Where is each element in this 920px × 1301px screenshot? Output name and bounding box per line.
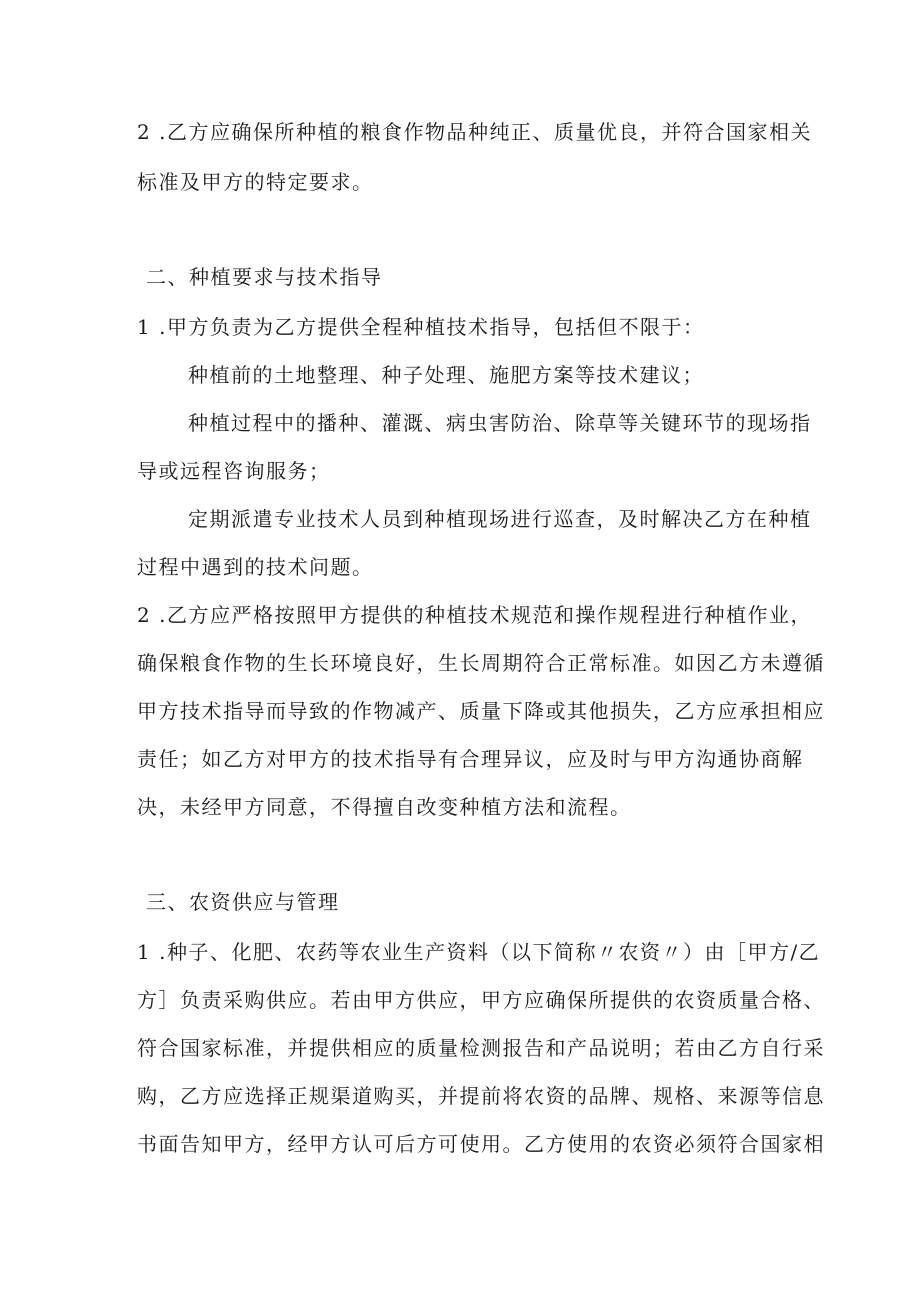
section-2-heading: 二、种植要求与技术指导	[146, 265, 383, 289]
clause-2-1-sub-2-line-2: 导或远程咨询服务；	[137, 459, 331, 483]
clause-2-2-line-3: 甲方技术指导而导致的作物减产、质量下降或其他损失，乙方应承担相应	[137, 699, 825, 723]
clause-3-1-line-2: 方］负责采购供应。若由甲方供应，甲方应确保所提供的农资质量合格、	[137, 988, 825, 1012]
clause-2-2-line-5: 决，未经甲方同意，不得擅自改变种植方法和流程。	[137, 795, 632, 819]
clause-2-2-line-4: 责任；如乙方对甲方的技术指导有合理异议，应及时与甲方沟通协商解	[137, 747, 804, 771]
clause-1-2-line-1: 2 .乙方应确保所种植的粮食作物品种纯正、质量优良，并符合国家相关	[137, 120, 812, 144]
clause-3-1-line-4: 购，乙方应选择正规渠道购买，并提前将农资的品牌、规格、来源等信息	[137, 1084, 825, 1108]
clause-2-2-line-1: 2 .乙方应严格按照甲方提供的种植技术规范和操作规程进行种植作业，	[137, 603, 812, 627]
clause-3-1-line-5: 书面告知甲方，经甲方认可后方可使用。乙方使用的农资必须符合国家相	[137, 1132, 825, 1156]
clause-2-1-sub-3-line-2: 过程中遇到的技术问题。	[137, 555, 374, 579]
clause-1-2-line-2: 标准及甲方的特定要求。	[137, 170, 374, 194]
clause-2-2-line-2: 确保粮食作物的生长环境良好，生长周期符合正常标准。如因乙方未遵循	[137, 651, 825, 675]
clause-2-1-sub-3-line-1: 定期派遣专业技术人员到种植现场进行巡查，及时解决乙方在种植	[188, 507, 812, 531]
clause-3-1-line-3: 符合国家标准，并提供相应的质量检测报告和产品说明；若由乙方自行采	[137, 1036, 825, 1060]
section-3-heading: 三、农资供应与管理	[146, 890, 340, 914]
clause-2-1-sub-2-line-1: 种植过程中的播种、灌溉、病虫害防治、除草等关键环节的现场指	[188, 411, 812, 435]
clause-2-1-lead: 1 .甲方负责为乙方提供全程种植技术指导，包括但不限于：	[137, 315, 705, 339]
clause-3-1-line-1: 1 .种子、化肥、农药等农业生产资料（以下简称〃农资〃）由［甲方/乙	[137, 940, 821, 964]
clause-2-1-sub-1: 种植前的土地整理、种子处理、施肥方案等技术建议；	[188, 363, 704, 387]
